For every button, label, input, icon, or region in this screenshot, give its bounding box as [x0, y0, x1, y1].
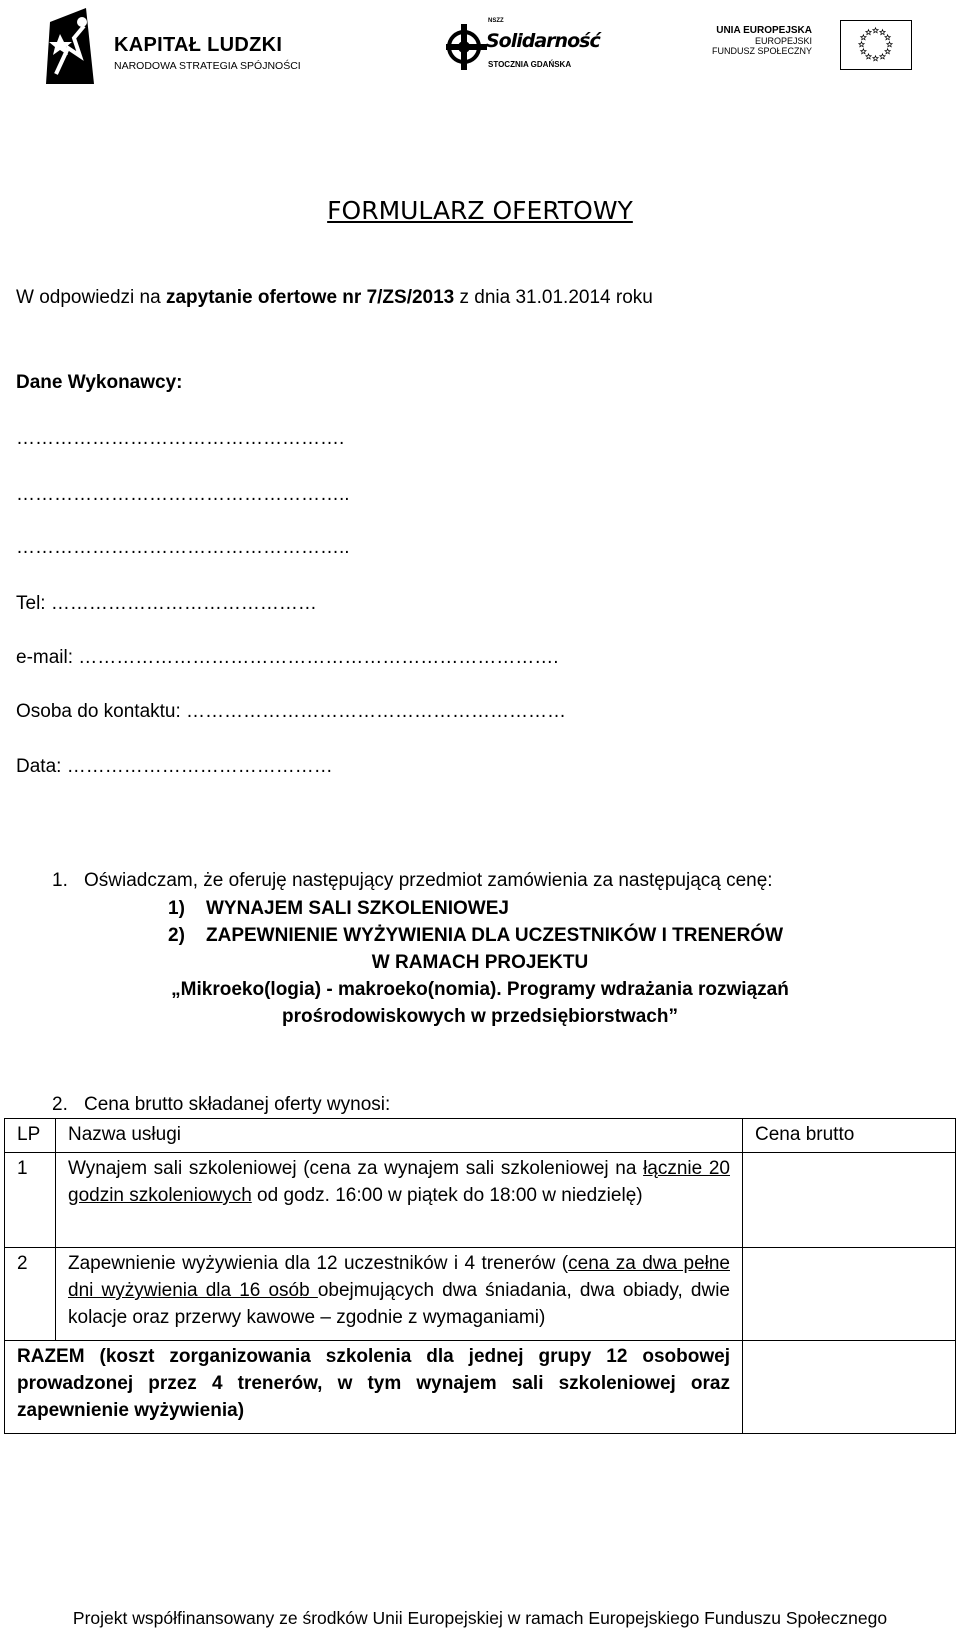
- kapital-ludzki-emblem-icon: [46, 8, 98, 84]
- kapital-ludzki-subtitle: NARODOWA STRATEGIA SPÓJNOŚCI: [114, 60, 301, 72]
- eu-star-icon: [866, 30, 871, 35]
- row-service: [56, 1153, 743, 1248]
- eu-star-icon: [885, 35, 890, 40]
- row-service-text: Zapewnienie wyżywienia dla 12 uczestników i 4 trenerów (: [68, 1253, 569, 1274]
- eu-star-icon: [866, 54, 871, 59]
- eu-logo: [711, 20, 912, 72]
- eu-star-icon: [873, 56, 878, 61]
- solidarnosc-subtitle: STOCZNIA GDAŃSKA: [488, 60, 572, 69]
- contact-person-field[interactable]: Osoba do kontaktu: ……………………………………………………: [16, 701, 567, 722]
- intro-prefix: W odpowiedzi na: [16, 287, 166, 308]
- eu-star-icon: [859, 42, 864, 47]
- kapital-ludzki-title: KAPITAŁ LUDZKI: [114, 34, 283, 56]
- row-lp: 1: [5, 1153, 56, 1248]
- row-service-underlined: cena za dwa pełne dni wyżywienia dla 16 osób: [68, 1253, 730, 1301]
- eu-star-icon: [880, 54, 885, 59]
- section-2-text: Cena brutto składanej oferty wynosi:: [84, 1094, 391, 1115]
- eu-star-icon: [861, 49, 866, 54]
- kapital-ludzki-logo: [46, 8, 336, 84]
- section-2: [52, 1094, 390, 1116]
- subject-list: [168, 898, 783, 952]
- contractor-name-field[interactable]: …………………………………………….: [16, 428, 345, 449]
- eu-logo-line3: FUNDUSZ SPOŁECZNY: [711, 46, 812, 56]
- eu-star-icon: [873, 28, 878, 33]
- solidarnosc-nszz: NSZZ: [488, 18, 504, 24]
- date-field[interactable]: Data: ……………………………………: [16, 756, 333, 777]
- header-service-name: Nazwa usługi: [56, 1119, 743, 1153]
- eu-flag-icon: [840, 20, 912, 70]
- row-service-text: Wynajem sali szkoleniowej (cena za wynajem sali szkoleniowej na: [68, 1158, 644, 1179]
- section-1-text: Oświadczam, że oferuję następujący przedmiot zamówienia za następującą cenę:: [84, 870, 773, 891]
- row-lp: 2: [5, 1248, 56, 1341]
- eu-logo-line2: EUROPEJSKI: [754, 36, 812, 46]
- eu-star-icon: [885, 49, 890, 54]
- footer-note: Projekt współfinansowany ze środków Unii Europejskiej w ramach Europejskiego Funduszu Społecznego: [72, 1608, 888, 1628]
- row-service-text-end: obejmujących dwa śniadania, dwa obiady, dwie kolacje oraz przerwy kawowe – zgodnie z wymaganiami): [68, 1280, 730, 1328]
- table-row: [5, 1153, 956, 1248]
- total-price-input[interactable]: [743, 1341, 956, 1434]
- eu-star-icon: [887, 42, 892, 47]
- list-item: [168, 925, 783, 952]
- table-row: [5, 1248, 956, 1341]
- section-1: [52, 870, 773, 892]
- intro-line: [16, 287, 653, 309]
- contractor-heading: Dane Wykonawcy:: [16, 372, 183, 393]
- contractor-address-field-2[interactable]: ……………………………………………..: [16, 537, 350, 558]
- project-name-line-1: „Mikroeko(logia) - makroeko(nomia). Programy wdrażania rozwiązań: [171, 979, 789, 1000]
- eu-star-icon: [880, 30, 885, 35]
- price-table: [4, 1118, 956, 1434]
- list-item-label: WYNAJEM SALI SZKOLENIOWEJ: [206, 898, 509, 919]
- project-name-line-2: prośrodowiskowych w przedsiębiorstwach”: [282, 1006, 678, 1027]
- email-field[interactable]: e-mail: ………………………………………………………………….: [16, 647, 559, 668]
- table-total-row: [5, 1341, 956, 1434]
- row-service-text-end: od godz. 16:00 w piątek do 18:00 w niedzielę): [251, 1185, 643, 1206]
- list-item-label: ZAPEWNIENIE WYŻYWIENIA DLA UCZESTNIKÓW I TRENERÓW: [206, 925, 784, 946]
- list-item-number: 2): [168, 925, 185, 946]
- row-price-input[interactable]: [743, 1248, 956, 1341]
- eu-star-icon: [861, 35, 866, 40]
- section-1-number: 1.: [52, 870, 68, 891]
- total-label: RAZEM (koszt zorganizowania szkolenia dla jednej grupy 12 osobowej prowadzonej przez 4 trenerów, w tym wynajem sali szkoleniowej oraz zapewnienie wyżywienia): [5, 1341, 743, 1434]
- row-price-input[interactable]: [743, 1153, 956, 1248]
- section-2-number: 2.: [52, 1094, 68, 1115]
- header-price: Cena brutto: [743, 1119, 956, 1153]
- tel-field[interactable]: Tel: ……………………………………: [16, 593, 317, 614]
- page-title: FORMULARZ OFERTOWY: [327, 196, 633, 225]
- row-service: [56, 1248, 743, 1341]
- eu-logo-line1: UNIA EUROPEJSKA: [716, 25, 812, 36]
- solidarnosc-logo: [446, 18, 600, 74]
- row-service-underlined: łącznie 20 godzin szkoleniowych: [68, 1158, 730, 1206]
- solidarnosc-wordmark: Solidarność: [486, 30, 600, 52]
- list-item: [168, 898, 783, 925]
- table-header-row: [5, 1119, 956, 1153]
- eu-logo-text: [712, 25, 812, 56]
- intro-inquiry-ref: zapytanie ofertowe nr 7/ZS/2013: [165, 287, 455, 308]
- header-lp: LP: [5, 1119, 56, 1153]
- contractor-address-field[interactable]: ……………………………………………..: [16, 484, 350, 505]
- project-intro-line: W RAMACH PROJEKTU: [371, 952, 589, 973]
- list-item-number: 1): [168, 898, 185, 919]
- intro-suffix: z dnia 31.01.2014 roku: [454, 287, 653, 308]
